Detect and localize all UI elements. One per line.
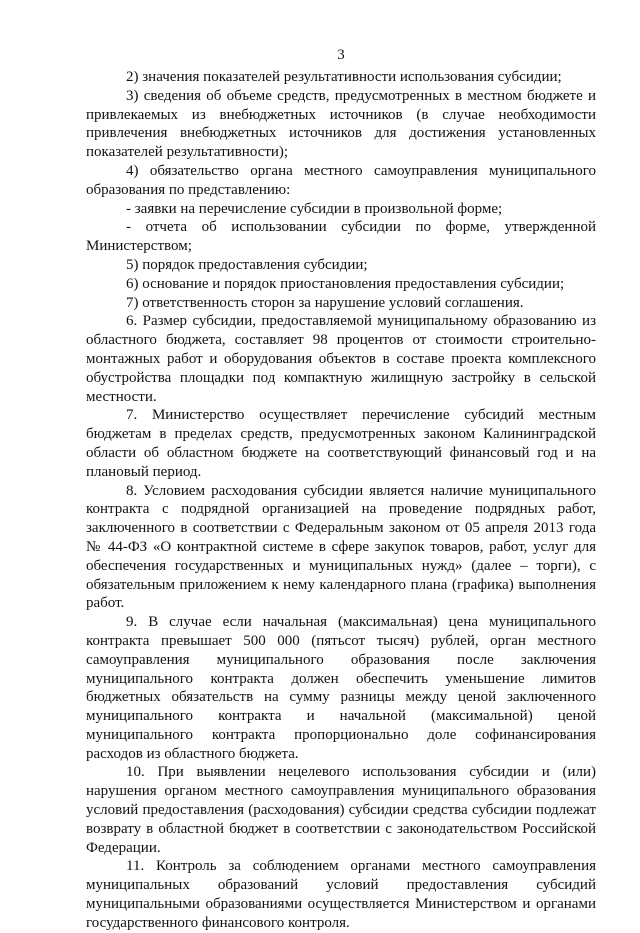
paragraph-item-6: 6) основание и порядок приостановления предоставления субсидии; [126,275,565,292]
paragraph-item-2: 2) значения показателей результативности использования субсидии; [126,69,562,85]
paragraph-section-8: 8. Условием расходования субсидии является наличие муниципального контракта с подрядной организацией на проведение подрядных работ, заключенного в соответствии с Федеральным законом от 05 апреля 2013 года № 44-ФЗ «О контрактной системе в сфере закупок товаров, работ, услуг для обеспечения государственных и муниципальных нужд» (далее – торги), с обязательным приложением к нему календарного плана (графика) выполнения работ. [86,482,596,612]
paragraph-bullet-application: - заявки на перечисление субсидии в произвольной форме; [126,200,503,217]
paragraph-section-10: 10. При выявлении нецелевого использования субсидии и (или) нарушения органом местного самоуправления муниципального образования условий предоставления (расходования) субсидии средства субсидии подлежат возврату в областной бюджет в соответствии с законодательством Российской Федерации. [86,764,596,856]
paragraph-section-11: 11. Контроль за соблюдением органами местного самоуправления муниципальных образований условий предоставления субсидий муниципальными образованиями осуществляется Министерством и органами государственного финансового контроля. [86,858,596,931]
paragraph-item-5: 5) порядок предоставления субсидии; [126,256,368,273]
paragraph-item-7: 7) ответственность сторон за нарушение условий соглашения. [126,294,524,311]
paragraph-item-4: 4) обязательство органа местного самоуправления муниципального образования по представлению: [86,162,596,198]
paragraph-bullet-report: - отчета об использовании субсидии по форме, утвержденной Министерством; [86,219,596,255]
paragraph-section-9: 9. В случае если начальная (максимальная) цена муниципального контракта превышает 500 000 (пятьсот тысяч) рублей, орган местного самоуправления муниципального образования после заключения муниципального контракта должен обеспечить уменьшение лимитов бюджетных обязательств на сумму разницы между ценой заключенного муниципального контракта и начальной (максимальной) ценой муниципального контракта пропорционально доле софинансирования расходов из областного бюджета. [86,614,596,762]
paragraph-item-3: 3) сведения об объеме средств, предусмотренных в местном бюджете и привлекаемых из внебюджетных источников (в случае необходимости привлечения внебюджетных источников для достижения установленных показателей результативности); [86,87,596,161]
paragraph-section-6: 6. Размер субсидии, предоставляемой муниципальному образованию из областного бюджета, составляет 98 процентов от стоимости строительно-монтажных работ и оборудования объектов в составе проекта комплексного обустройства площадки под компактную жилищную застройку в сельской местности. [86,313,596,405]
page-number: 3 [337,47,345,63]
paragraph-section-7: 7. Министерство осуществляет перечисление субсидий местным бюджетам в пределах средств, предусмотренных законом Калининградской области об областном бюджете на соответствующий финансовый год и на плановый период. [86,407,596,480]
